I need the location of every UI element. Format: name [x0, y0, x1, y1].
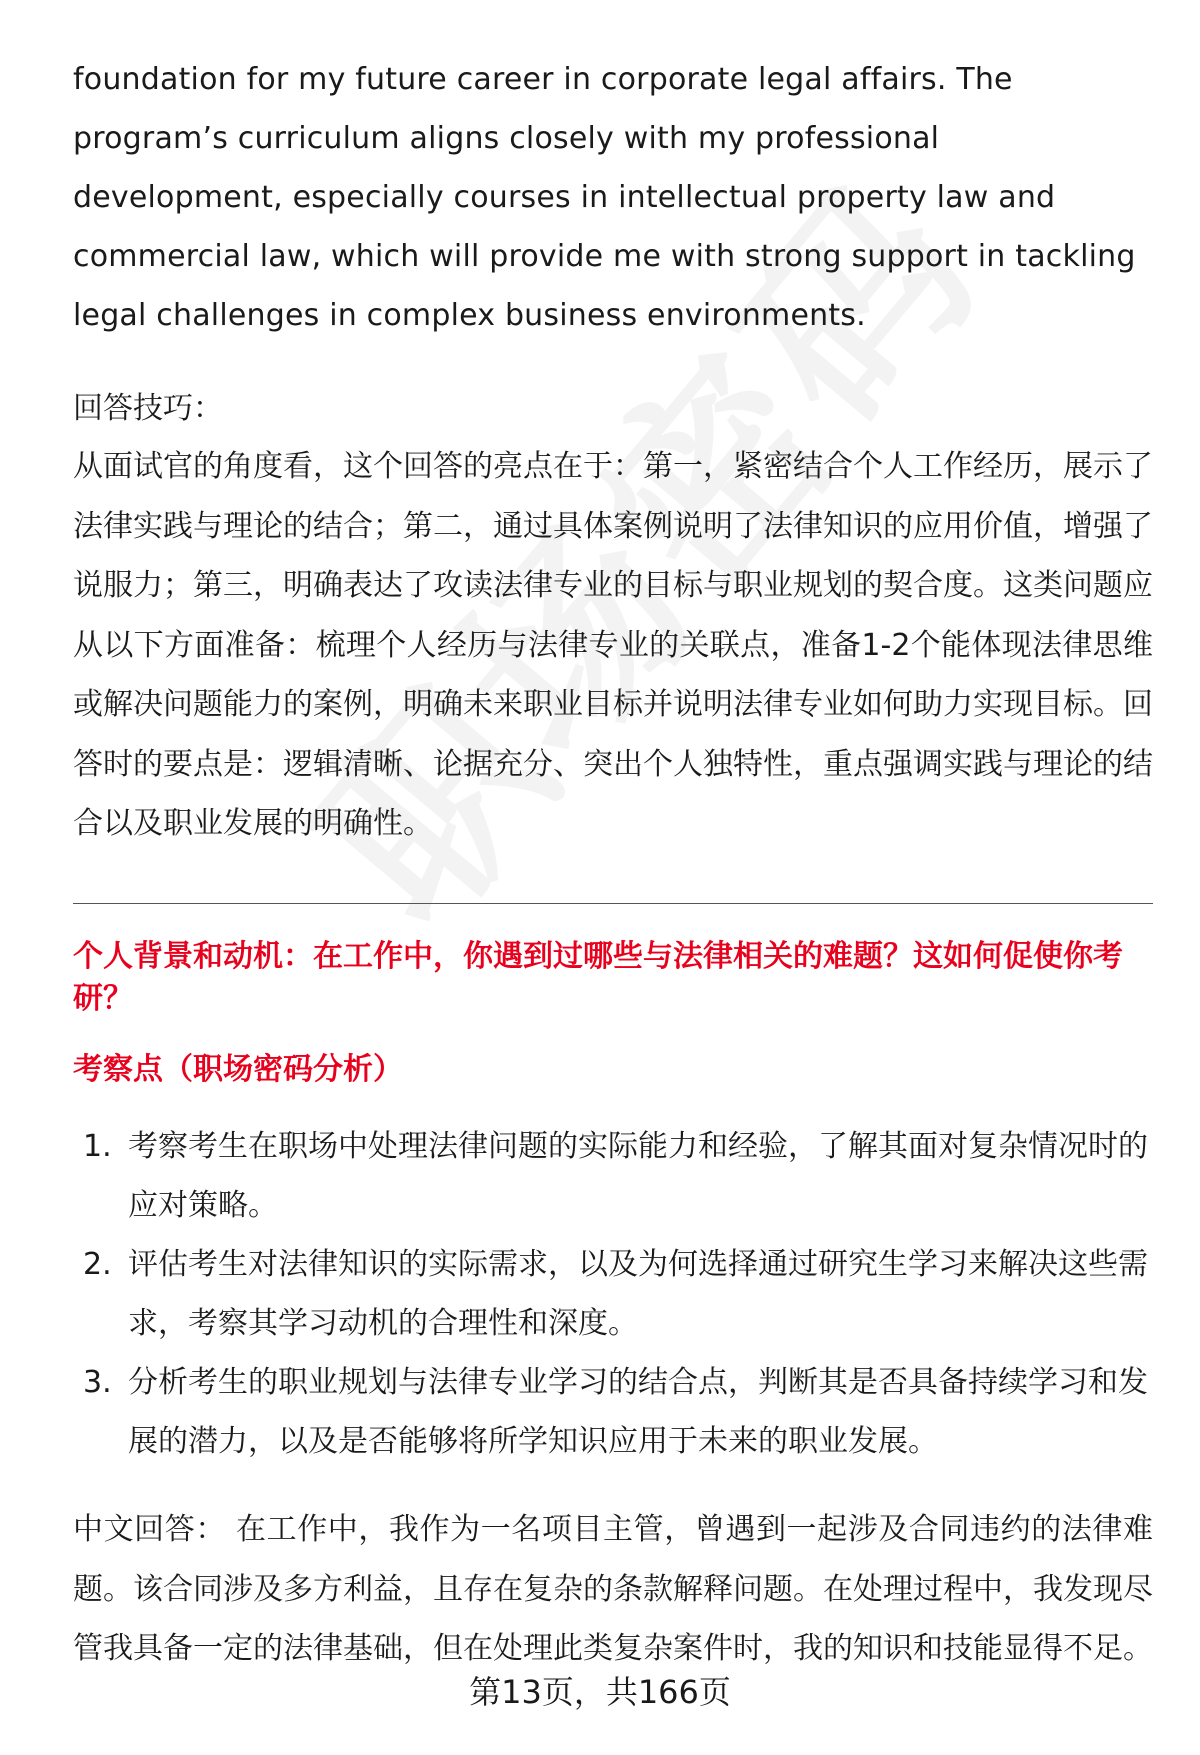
list-item-number: 3.	[83, 1365, 112, 1400]
list-item	[73, 1117, 1153, 1235]
list-item	[73, 1235, 1153, 1353]
analysis-points-list	[73, 1117, 1153, 1471]
section-divider	[73, 903, 1153, 904]
list-item	[73, 1353, 1153, 1471]
list-item-text: 分析考生的职业规划与法律专业学习的结合点，判断其是否具备持续学习和发展的潜力，以及是否能够将所学知识应用于未来的职业发展。	[128, 1365, 1148, 1459]
tips-label: 回答技巧：	[73, 391, 223, 426]
page-number-footer: 第13页，共166页	[469, 1673, 731, 1711]
intro-paragraph: foundation for my future career in corporate legal affairs. The program’s curriculum aligns closely with my professional development, especially courses in intellectual property law and commercial law, which will provide me with strong support in tackling legal challenges in complex business environments.	[73, 62, 1136, 333]
analysis-heading: 考察点（职场密码分析）	[73, 1052, 403, 1087]
question-heading: 个人背景和动机：在工作中，你遇到过哪些与法律相关的难题？这如何促使你考研？	[73, 939, 1123, 1016]
list-item-number: 1.	[83, 1129, 112, 1164]
tips-body: 从面试官的角度看，这个回答的亮点在于：第一，紧密结合个人工作经历，展示了法律实践与理论的结合；第二，通过具体案例说明了法律知识的应用价值，增强了说服力；第三，明确表达了攻读法律专业的目标与职业规划的契合度。这类问题应从以下方面准备：梳理个人经历与法律专业的关联点，准备1-2个能体现法律思维或解决问题能力的案例，明确未来职业目标并说明法律专业如何助力实现目标。回答时的要点是：逻辑清晰、论据充分、突出个人独特性，重点强调实践与理论的结合以及职业发展的明确性。	[73, 449, 1153, 841]
list-item-number: 2.	[83, 1247, 112, 1282]
list-item-text: 考察考生在职场中处理法律问题的实际能力和经验，了解其面对复杂情况时的应对策略。	[128, 1129, 1148, 1223]
list-item-text: 评估考生对法律知识的实际需求，以及为何选择通过研究生学习来解决这些需求，考察其学习动机的合理性和深度。	[128, 1247, 1148, 1341]
chinese-answer-paragraph: 中文回答： 在工作中，我作为一名项目主管，曾遇到一起涉及合同违约的法律难题。该合同涉及多方利益，且存在复杂的条款解释问题。在处理过程中，我发现尽管我具备一定的法律基础，但在处理此类复杂案件时，我的知识和技能显得不足。	[73, 1512, 1153, 1666]
